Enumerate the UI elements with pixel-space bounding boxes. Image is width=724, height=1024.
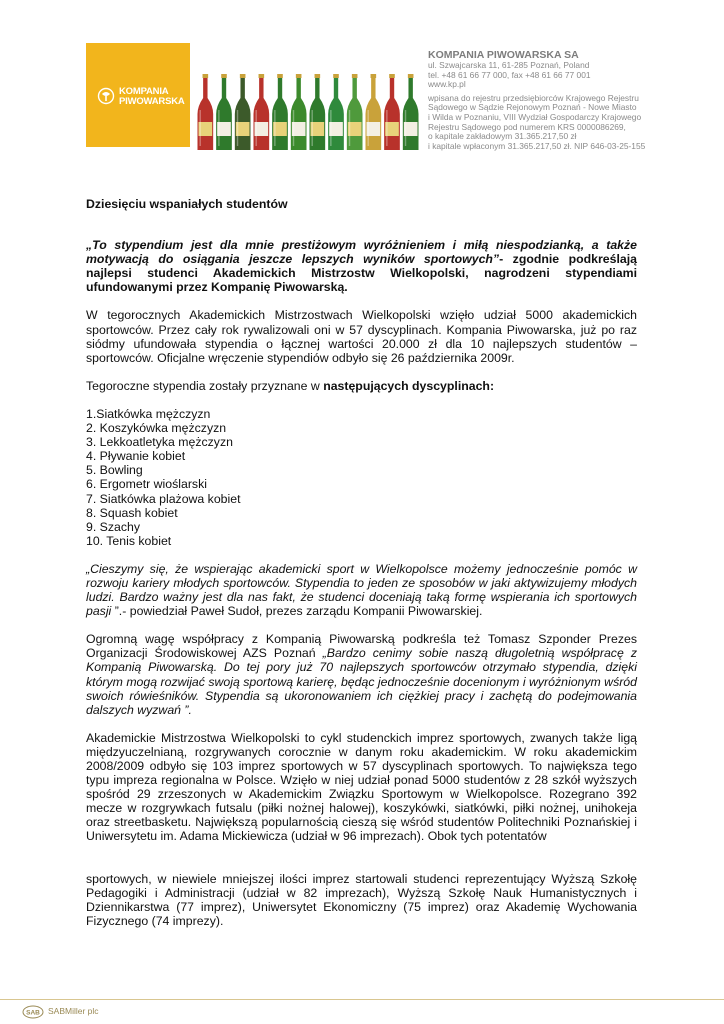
list-item: 6. Ergometr wioślarski (86, 477, 207, 492)
company-name: KOMPANIA PIWOWARSKA SA (428, 49, 579, 61)
hop-emblem-icon (97, 87, 115, 105)
registry-line: i Wilda w Poznaniu, VIII Wydział Gospodarczy Krajowego (428, 111, 642, 122)
list-item: 10. Tenis kobiet (86, 533, 172, 548)
lead-quote: „To stypendium jest dla mnie prestiżowym wyróżnieniem i miłą niespodzianką, a także motywacją do osiągania jeszcze lepszych wyników sportowych” (86, 238, 637, 267)
registry-line: Sądowego w Sądzie Rejonowym Poznań - Nowe Miasto (428, 102, 637, 113)
beer-bottles-image (196, 74, 420, 150)
beer-bottle (403, 74, 419, 150)
list-item: 8. Squash kobiet (86, 505, 178, 520)
disciplines-list (86, 407, 637, 548)
quote-president: „Cieszymy się, że wspierając akademicki sport w Wielkopolsce możemy jednocześnie pomóc w rozwoju kariery młodych sportowców. Stypendia to jeden ze sposobów w jaki aktywizujemy młodych ludzi. Bardzo ważny jest dla nas fakt, że studenci doceniają taką formę wspierania ich sportowych pasji ”.- powiedział Paweł Sudoł, prezes zarządu Kompanii Piwowarskiej. (86, 561, 637, 619)
footer-company: SABMiller plc (48, 1006, 99, 1016)
company-phone: tel. +48 61 66 77 000, fax +48 61 66 77 001 (428, 69, 591, 80)
beer-bottle (253, 74, 269, 150)
article-body (86, 197, 637, 928)
lead-paragraph (86, 238, 637, 294)
registry-line: i kapitale wpłaconym 31.365.217,50 zł. NIP 646-03-25-155 (428, 140, 646, 151)
list-item: 4. Pływanie kobiet (86, 449, 186, 464)
list-item: 7. Siatkówka plażowa kobiet (86, 491, 241, 506)
registry-line: Rejestru Sądowego pod numerem KRS 0000086269, (428, 121, 626, 132)
paragraph-universities: sportowych, w niewiele mniejszej ilości imprez startowali studenci reprezentujący Wyższą Szkołę Pedagogiki i Administracji (udział w 82 imprezach), Wyższą Szkołę Nauk Humanistycznych i Dziennikarstwa (77 imprez), Uniwersytet Ekonomiczny (75 imprez) oraz Akademię Wychowania Fizycznego (74 imprezy). (86, 871, 637, 928)
list-item: 1.Siatkówka mężczyzn (86, 406, 211, 421)
list-item: 2. Koszykówka mężczyzn (86, 421, 227, 436)
list-item: 5. Bowling (86, 463, 143, 478)
beer-bottle (347, 74, 363, 150)
article-title: Dziesięciu wspaniałych studentów (86, 197, 288, 211)
paragraph-intro: W tegorocznych Akademickich Mistrzostwach Wielkopolski wzięło udział 5000 akademickich sportowców. Przez cały rok rywalizowali oni w 57 dyscyplinach. Kompania Piwowarska, już po raz siódmy ufundowała stypendia o łącznej wartości 20.000 zł dla 10 najlepszych studentów – sportowców. Oficjalne wręczenie stypendiów odbyło się 26 października 2009r. (86, 308, 637, 365)
paragraph-championships: Akademickie Mistrzostwa Wielkopolski to cykl studenckich imprez sportowych, zwanych także ligą międzyuczelnianą, rozgrywanych corocznie w danym roku akademickim. W roku akademickim 2008/2009 odbyło się 103 imprez sportowych w 57 dyscyplinach sportowych. To największa tego typu impreza regionalna w Polsce. Wzięło w niej udział ponad 5000 studentów z 28 szkół wyższych spośród 29 zrzeszonych w Akademickim Związku Sportowym w Wielkopolsce. Rozegrano 392 mecze w rozgrywkach futsalu (piłki nożnej halowej), koszykówki, siatkówki, piłki nożnej, unihokeja oraz streetbasketu. Największą popularnością cieszą się wśród studentów Politechniki Poznańskiej i Uniwersytetu im. Adama Mickiewicza (udział w 96 imprezach). Obok tych potentatów (86, 730, 637, 844)
beer-bottle (384, 74, 400, 150)
beer-bottle (291, 74, 307, 150)
beer-bottle (328, 74, 344, 150)
list-item: 3. Lekkoatletyka mężczyzn (86, 435, 233, 450)
list-item: 9. Szachy (86, 519, 140, 534)
footer-logo-text: SAB (26, 1009, 40, 1017)
kompania-piwowarska-logo (86, 43, 190, 147)
quote-azs: Ogromną wagę współpracy z Kompanią Piwowarską podkreśla też Tomasz Szponder Prezes Organizacji Środowiskowej AZS Poznań „Bardzo cenimy sobie naszą długoletnią współpracę z Kompanią Piwowarską. Do tej pory już 70 najlepszych sportowców otrzymało stypendia, dzięki którym mogą rozwijać swoją sportową karierę, będąc jednocześnie docenionym i wyróżnionym wśród swoich rówieśników. Stypendia są ukoronowaniem ich ciężkiej pracy i zachętą do podejmowania dalszych wyzwań ”. (86, 632, 637, 717)
lead-rest: - zgodnie podkreślają najlepsi studenci Akademickich Mistrzostw Wielkopolski, nagrodzeni stypendiami ufundowanymi przez Kompanię Piwowarską. (86, 252, 637, 295)
sabmiller-logo (22, 1005, 44, 1019)
beer-bottle (235, 74, 251, 150)
registry-line: wpisana do rejestru przedsiębiorców Krajowego Rejestru (428, 92, 639, 103)
beer-bottle (272, 74, 288, 150)
beer-bottle (197, 74, 213, 150)
disciplines-heading: następujących dyscyplinach: (323, 378, 495, 393)
footer-divider (0, 999, 724, 1000)
beer-bottle (216, 74, 232, 150)
beer-bottle (309, 74, 325, 150)
logo-text: KOMPANIA PIWOWARSKA (119, 86, 185, 107)
company-address: ul. Szwajcarska 11, 61-285 Poznań, Poland (428, 60, 590, 70)
paragraph-disciplines-intro: Tegoroczne stypendia zostały przyznane w następujących dyscyplinach: (86, 378, 495, 393)
beer-bottle (365, 74, 381, 150)
company-website: www.kp.pl (428, 79, 466, 90)
registry-line: o kapitale zakładowym 31.365.217,50 zł (428, 131, 577, 142)
company-info (428, 49, 658, 151)
